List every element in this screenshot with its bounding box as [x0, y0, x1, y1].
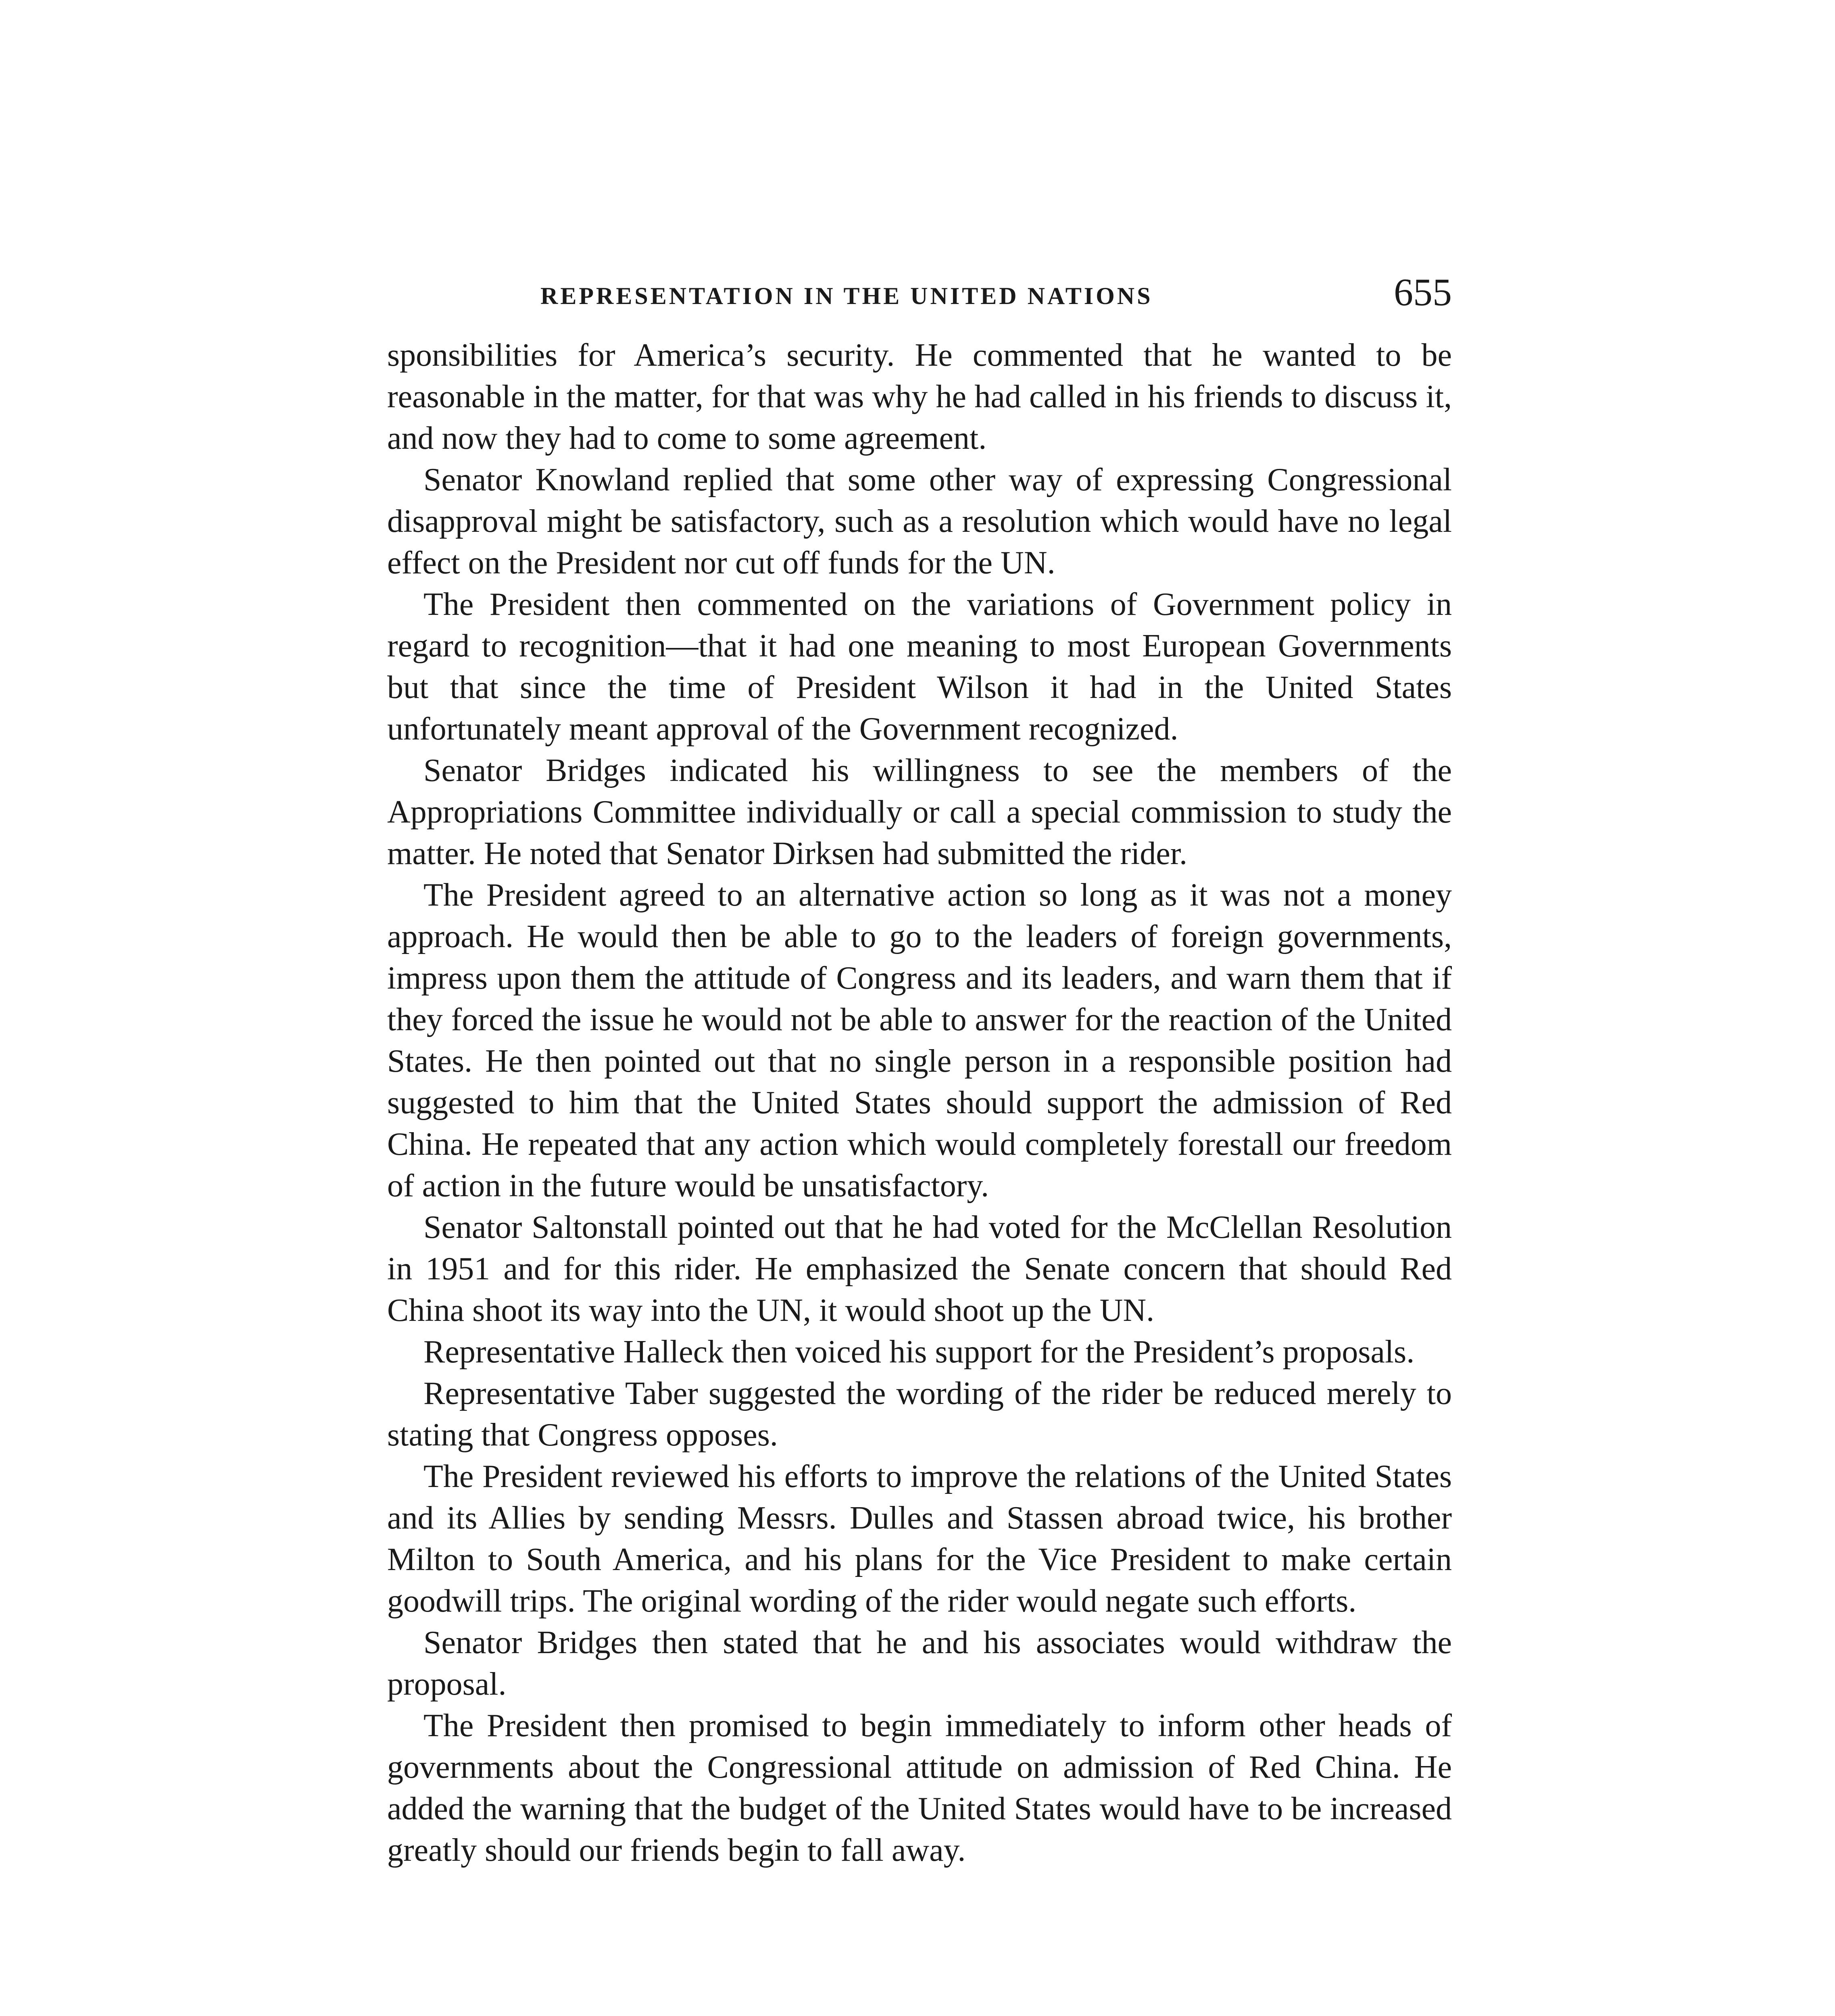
- paragraph: sponsibilities for America’s security. He commented that he wanted to be reasonable in the matter, for that was why he had called in his friends to discuss it, and now they had to come to some agreement.: [387, 337, 1452, 456]
- paragraph: Senator Bridges then stated that he and his associates would withdraw the proposal.: [387, 1625, 1452, 1702]
- paragraph: Senator Saltonstall pointed out that he had voted for the McClellan Resolution in 1951 and for this rider. He emphasized the Senate concern that should Red China shoot its way into the UN, it would shoot up the UN.: [387, 1210, 1452, 1328]
- paragraph: The President reviewed his efforts to improve the relations of the United States and its Allies by sending Messrs. Dulles and Stassen abroad twice, his brother Milton to South America, and his plans for the Vice President to make certain goodwill trips. The original wording of the rider would negate such efforts.: [387, 1459, 1452, 1619]
- page-number: 655: [1394, 271, 1452, 314]
- paragraph: Senator Knowland replied that some other way of expressing Congressional disapproval might be satisfactory, such as a resolution which would have no legal effect on the President nor cut off funds for the UN.: [387, 462, 1452, 581]
- paragraph: Senator Bridges indicated his willingness to see the members of the Appropriations Committee individually or call a special commission to study the matter. He noted that Senator Dirksen had submitted the rider.: [387, 753, 1452, 871]
- body-text: [387, 335, 1452, 1871]
- paragraph: The President then commented on the variations of Government policy in regard to recognition—that it had one meaning to most European Governments but that since the time of President Wilson it had in the United States unfortunately meant approval of the Government recognized.: [387, 587, 1452, 747]
- paragraph: The President then promised to begin immediately to inform other heads of governments about the Congressional attitude on admission of Red China. He added the warning that the budget of the United States would have to be increased greatly should our friends begin to fall away.: [387, 1708, 1452, 1868]
- paragraph: Representative Halleck then voiced his support for the President’s proposals.: [423, 1334, 1415, 1370]
- paragraph: Representative Taber suggested the wording of the rider be reduced merely to stating that Congress opposes.: [387, 1376, 1452, 1453]
- running-title: REPRESENTATION IN THE UNITED NATIONS: [540, 283, 1153, 309]
- paragraph: The President agreed to an alternative action so long as it was not a money approach. He would then be able to go to the leaders of foreign governments, impress upon them the attitude of Congress and its leaders, and warn them that if they forced the issue he would not be able to answer for the reaction of the United States. He then pointed out that no single person in a responsible position had suggested to him that the United States should support the admission of Red China. He repeated that any action which would completely forestall our freedom of action in the future would be unsatisfactory.: [387, 877, 1452, 1204]
- running-head: [387, 266, 1452, 323]
